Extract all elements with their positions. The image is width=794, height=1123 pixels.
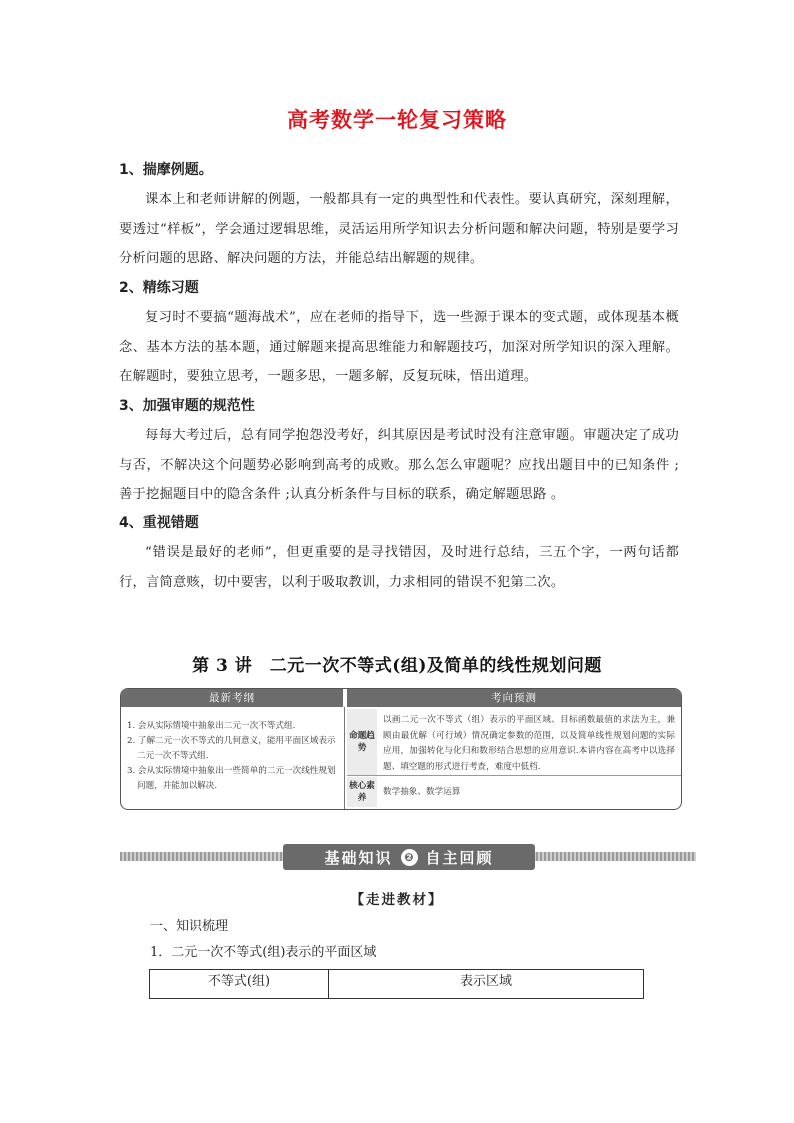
section-text: 课本上和老师讲解的例题，一般都具有一定的典型性和代表性。要认真研究，深刻理解，要透过“样板”，学会通过逻辑思维，灵活运用所学知识去分析问题和解决问题，特别是要学习分析问题的思路、解决问题的方法，并能总结出解题的规律。 [119,192,679,266]
trend-label: 命题趋势 [347,709,377,775]
section-heading: 1、揣摩例题。 [119,162,213,178]
syllabus-item: 1. 会从实际情境中抽象出二元一次不等式组. [127,721,296,731]
literacy-text: 数学抽象、数学运算 [383,787,461,797]
outline-box [120,688,682,810]
outline-divider [344,707,345,809]
inequality-table [149,969,644,999]
lecture-title: 第 3 讲 二元一次不等式(组)及简单的线性规划问题 [192,656,602,676]
syllabus-item: 2. 了解二元一次不等式的几何意义，能用平面区域表示二元一次不等式组. [127,736,336,761]
table-header-inequality: 不等式(组) [150,970,329,998]
knowledge-subheading [150,944,376,962]
section-4 [119,513,679,597]
syllabus-item: 3. 会从实际情境中抽象出一些简单的二元一次线性规划问题，并能加以解决. [127,766,336,791]
section-banner [283,844,535,870]
outline-right-header: 考向预测 [347,689,681,707]
number-two-icon: ❷ [401,849,418,866]
table-header-region: 表示区域 [459,974,512,989]
main-title: 高考数学一轮复习策略 [287,108,507,132]
section-text: “错误是最好的老师”，但更重要的是寻找错因，及时进行总结，三五个字，一两句话都行，言简意赅，切中要害，以利于吸取教训，力求相同的错误不犯第二次。 [119,545,679,590]
section-heading: 2、精练习题 [119,280,199,296]
section-heading: 4、重视错题 [119,515,199,531]
outline-row-divider [347,775,681,776]
subheading-text: 二元一次不等式(组)表示的平面区域 [171,945,377,960]
outline-syllabus-list [127,719,341,794]
knowledge-heading: 一、知识梳理 [150,919,229,934]
banner-left-text: 基础知识 [324,848,393,867]
section-1 [119,160,679,274]
section-2 [119,278,679,392]
bracket-title: 【走进教材】 [350,892,444,908]
section-text: 每每大考过后，总有同学抱怨没考好，纠其原因是考试时没有注意审题。审题决定了成功与否，不解决这个问题势必影响到高考的成败。那么怎么审题呢？应找出题目中的已知条件 ;善于挖掘题目中的隐含条件 ;认真分析条件与目标的联系，确定解题思路 。 [119,428,679,502]
literacy-label: 核心素养 [347,777,377,807]
section-heading: 3、加强审题的规范性 [119,398,255,414]
section-text: 复习时不要搞“题海战术”，应在老师的指导下，选一些源于课本的变式题，或体现基本概念、基本方法的基本题，通过解题来提高思维能力和解题技巧，加深对所学知识的深入理解。在解题时，要独立思考，一题多思，一题多解，反复玩味，悟出道理。 [119,310,679,384]
section-3 [119,396,679,510]
subheading-number: 1． [150,945,172,960]
banner-right-text: 自主回顾 [425,848,494,867]
trend-text: 以画二元一次不等式（组）表示的平面区域、目标函数最值的求法为主，兼顾由最优解（可行域）情况确定参数的范围，以及简单线性规划问题的实际应用，加强转化与化归和数形结合思想的应用意识.本讲内容在高考中以选择题、填空题的形式进行考查，难度中低档. [383,715,675,772]
outline-left-header: 最新考纲 [121,689,343,707]
